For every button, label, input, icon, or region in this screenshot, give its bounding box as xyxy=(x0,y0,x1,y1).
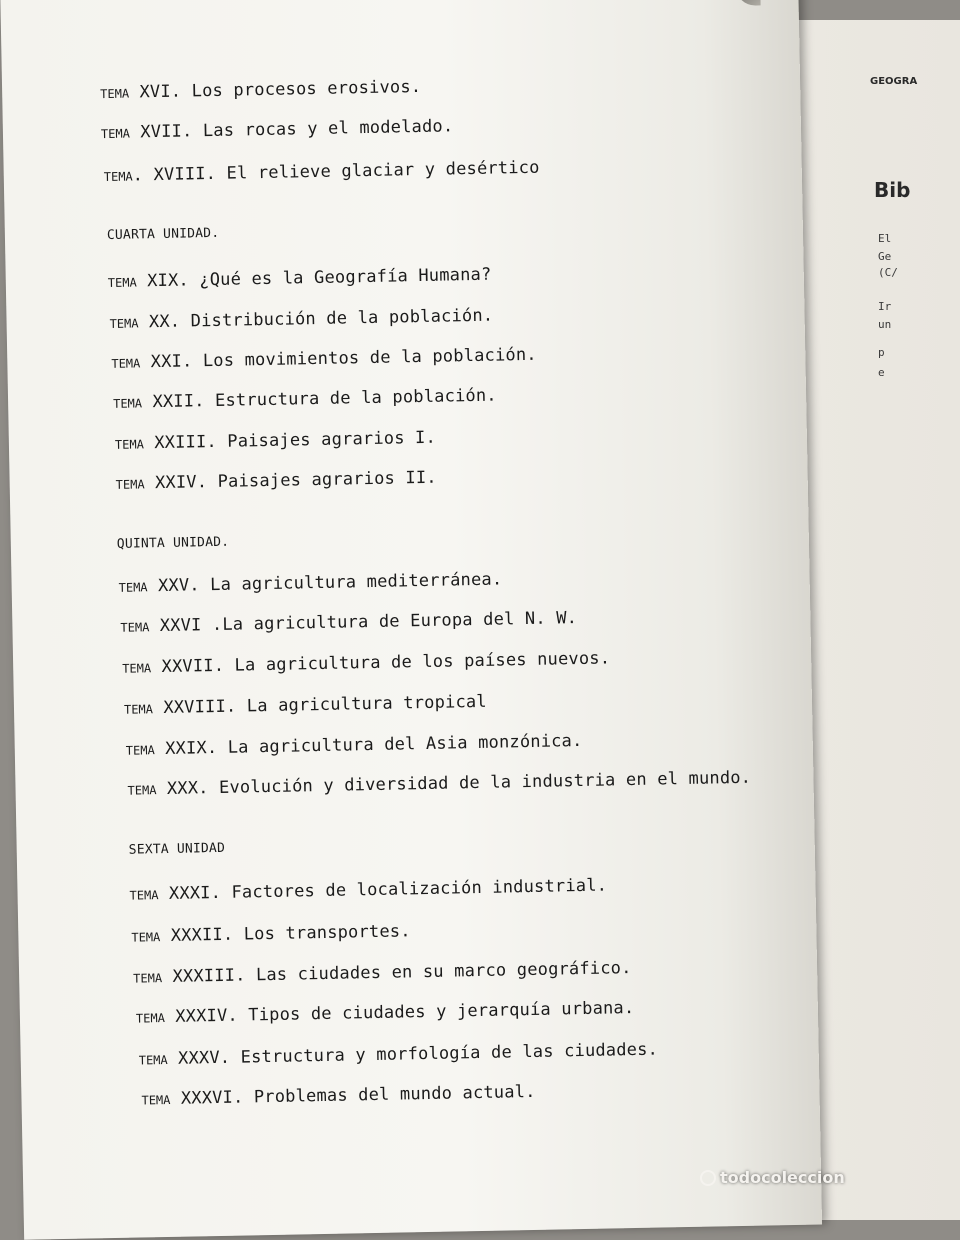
tema-title: XXIII. Paisajes agrarios I. xyxy=(143,427,437,454)
tema-prefix: TEMA xyxy=(109,316,139,331)
background-fragment: (C/ xyxy=(878,266,898,279)
unit-heading: CUARTA UNIDAD. xyxy=(106,225,220,243)
tema-line xyxy=(109,306,493,333)
tema-line xyxy=(129,876,607,905)
tema-title: XXIX. La agricultura del Asia monzónica. xyxy=(154,730,583,760)
tema-line xyxy=(115,428,436,454)
tema-title: XXVIII. La agricultura tropical xyxy=(152,691,487,719)
tema-title: . XVIII. El relieve glaciar y desértico xyxy=(132,157,540,186)
tema-prefix: TEMA xyxy=(131,930,161,945)
tema-prefix: TEMA xyxy=(127,783,157,798)
tema-title: XXXV. Estructura y morfología de las ciudades. xyxy=(167,1039,659,1069)
background-fragment: Ir xyxy=(878,300,892,313)
tema-title: XXV. La agricultura mediterránea. xyxy=(147,569,503,597)
watermark-logo-icon xyxy=(700,1170,716,1186)
tema-prefix: TEMA xyxy=(100,126,131,142)
background-fragment: e xyxy=(878,366,885,379)
tema-prefix: TEMA xyxy=(120,620,150,635)
tema-line xyxy=(100,77,421,103)
tema-prefix: TEMA xyxy=(129,888,159,903)
tema-line xyxy=(139,1040,659,1070)
tema-line xyxy=(116,468,437,494)
unit-heading: SEXTA UNIDAD xyxy=(128,840,226,858)
tema-title: XVI. Los procesos erosivos. xyxy=(128,76,422,103)
tema-line xyxy=(122,648,610,677)
tema-prefix: TEMA xyxy=(135,1011,165,1026)
tema-line xyxy=(141,1082,535,1110)
background-fragment: El xyxy=(878,232,892,245)
tema-line xyxy=(104,158,540,186)
tema-title: XXXIII. Las ciudades en su marco geográfico. xyxy=(161,958,632,988)
tema-prefix: TEMA xyxy=(125,743,155,758)
unit-heading: QUINTA UNIDAD. xyxy=(116,534,230,552)
tema-title: XXVI .La agricultura de Europa del N. W. xyxy=(149,608,578,637)
tema-title: XVII. Las rocas y el modelado. xyxy=(129,116,454,143)
tema-line xyxy=(133,958,632,988)
tema-line xyxy=(108,265,492,292)
watermark-text: todocoleccion xyxy=(720,1168,845,1187)
tema-title: XXXVI. Problemas del mundo actual. xyxy=(170,1081,536,1109)
background-fragment: un xyxy=(878,318,892,331)
tema-title: XXVII. La agricultura de los países nuevos. xyxy=(150,648,611,678)
tema-line xyxy=(124,692,487,719)
tema-prefix: TEMA xyxy=(138,1052,168,1068)
tema-title: XX. Distribución de la población. xyxy=(138,305,494,333)
tema-title: XXXII. Los transportes. xyxy=(160,921,411,947)
tema-prefix: TEMA xyxy=(113,396,143,411)
watermark xyxy=(700,1168,845,1187)
tema-title: XIX. ¿Qué es la Geografía Humana? xyxy=(136,264,492,292)
background-fragment: Ge xyxy=(878,250,892,263)
tema-line xyxy=(113,386,497,413)
tema-line xyxy=(127,768,751,800)
background-page-title: Bib xyxy=(874,178,911,202)
tema-line xyxy=(126,731,583,760)
tema-line xyxy=(101,116,454,143)
tema-prefix: TEMA xyxy=(123,702,154,717)
tema-line xyxy=(111,345,537,373)
background-fragment: p xyxy=(878,346,885,359)
tema-line xyxy=(118,569,502,596)
tema-title: XXX. Evolución y diversidad de la industria en el mundo. xyxy=(156,767,752,800)
tema-prefix: TEMA xyxy=(115,477,145,492)
tema-line xyxy=(120,608,577,637)
tema-title: XXXIV. Tipos de ciudades y jerarquía urbana. xyxy=(164,998,635,1028)
tema-title: XXIV. Paisajes agrarios II. xyxy=(144,467,437,494)
tema-prefix: TEMA xyxy=(133,971,163,986)
tema-title: XXXI. Factores de localización industrial. xyxy=(158,875,608,905)
tema-title: XXII. Estructura de la población. xyxy=(141,385,497,413)
background-page-header: GEOGRA xyxy=(870,76,918,87)
tema-prefix: TEMA xyxy=(141,1092,171,1108)
tema-line xyxy=(131,921,411,946)
page-corner-shadow xyxy=(735,0,761,6)
tema-prefix: TEMA xyxy=(103,169,133,185)
tema-prefix: TEMA xyxy=(111,356,141,371)
tema-prefix: TEMA xyxy=(118,580,148,595)
tema-prefix: TEMA xyxy=(107,275,137,290)
tema-prefix: TEMA xyxy=(100,86,130,102)
tema-prefix: TEMA xyxy=(122,661,152,676)
tema-line xyxy=(136,998,635,1028)
tema-prefix: TEMA xyxy=(114,437,144,452)
tema-title: XXI. Los movimientos de la población. xyxy=(140,344,537,373)
